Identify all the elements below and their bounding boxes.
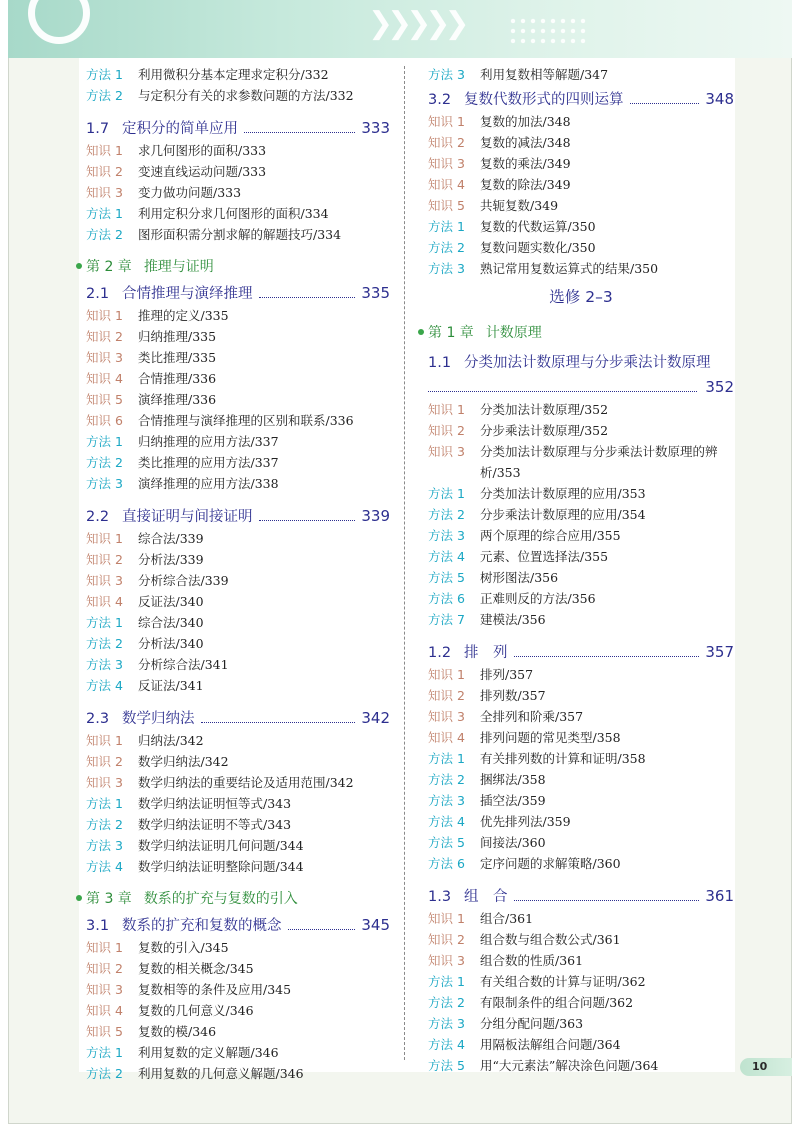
knowledge-tag: 知识 1 bbox=[86, 143, 123, 158]
dot-leader bbox=[428, 377, 697, 392]
section-heading-line bbox=[428, 351, 734, 375]
chapter-number: 第 3 章 bbox=[86, 891, 132, 907]
entry-text: 分步乘法计数原理的应用/354 bbox=[480, 507, 646, 522]
method-tag: 方法 1 bbox=[428, 974, 465, 989]
entry-text: 分类加法计数原理的应用/353 bbox=[480, 486, 646, 501]
bullet-icon bbox=[76, 263, 82, 269]
knowledge-tag: 知识 1 bbox=[86, 531, 123, 546]
entry-text: 分组分配问题/363 bbox=[480, 1016, 584, 1031]
entry-text: 组合数与组合数公式/361 bbox=[480, 932, 621, 947]
page-number-badge: 10 bbox=[740, 1058, 792, 1076]
entry-text: 数学归纳法证明不等式/343 bbox=[138, 817, 292, 832]
section-title: 复数代数形式的四则运算 bbox=[464, 92, 624, 108]
toc-entry[interactable] bbox=[428, 1034, 734, 1055]
toc-entry[interactable] bbox=[86, 347, 390, 368]
method-tag: 方法 4 bbox=[428, 549, 465, 564]
entry-text: 分析综合法/341 bbox=[138, 657, 229, 672]
toc-entry[interactable] bbox=[428, 483, 734, 504]
entry-text: 有关组合数的计算与证明/362 bbox=[480, 974, 646, 989]
knowledge-tag: 知识 4 bbox=[86, 1003, 123, 1018]
column-divider bbox=[404, 66, 405, 1060]
toc-entry[interactable] bbox=[86, 528, 390, 549]
entry-text: 组合数的性质/361 bbox=[480, 953, 584, 968]
method-tag: 方法 3 bbox=[428, 793, 465, 808]
toc-entry[interactable] bbox=[86, 1000, 390, 1021]
entry-text: 归纳推理/335 bbox=[138, 329, 217, 344]
section-title: 数学归纳法 bbox=[122, 711, 195, 727]
toc-entry[interactable] bbox=[86, 326, 390, 347]
method-tag: 方法 1 bbox=[86, 796, 123, 811]
dots-decoration bbox=[508, 16, 588, 46]
knowledge-tag: 知识 4 bbox=[428, 177, 465, 192]
entry-text: 排列问题的常见类型/358 bbox=[480, 730, 621, 745]
knowledge-tag: 知识 5 bbox=[86, 392, 123, 407]
section-title: 分类加法计数原理与分步乘法计数原理 bbox=[464, 355, 711, 371]
entry-text: 复数相等的条件及应用/345 bbox=[138, 982, 292, 997]
section-number: 3.1 bbox=[86, 918, 110, 934]
entry-text: 数学归纳法证明恒等式/343 bbox=[138, 796, 292, 811]
knowledge-tag: 知识 1 bbox=[428, 667, 465, 682]
entry-text: 复数的代数运算/350 bbox=[480, 219, 596, 234]
method-tag: 方法 5 bbox=[428, 835, 465, 850]
knowledge-tag: 知识 3 bbox=[86, 573, 123, 588]
toc-entry[interactable] bbox=[86, 633, 390, 654]
ring-decoration bbox=[28, 0, 90, 44]
section-page: 352 bbox=[705, 378, 734, 396]
method-tag: 方法 3 bbox=[428, 67, 465, 82]
entry-text: 图形面积需分割求解的解题技巧/334 bbox=[138, 227, 342, 242]
toc-entry[interactable] bbox=[428, 832, 734, 853]
entry-text: 间接法/360 bbox=[480, 835, 546, 850]
method-tag: 方法 3 bbox=[428, 1016, 465, 1031]
toc-entry[interactable] bbox=[428, 706, 734, 727]
entry-text: 利用定积分求几何图形的面积/334 bbox=[138, 206, 329, 221]
knowledge-tag: 知识 3 bbox=[86, 775, 123, 790]
entry-text: 变速直线运动问题/333 bbox=[138, 164, 267, 179]
knowledge-tag: 知识 1 bbox=[86, 940, 123, 955]
toc-entry[interactable] bbox=[428, 908, 734, 929]
toc-entry[interactable] bbox=[86, 772, 390, 793]
entry-text: 利用微积分基本定理求定积分/332 bbox=[138, 67, 329, 82]
entry-text: 合情推理与演绎推理的区别和联系/336 bbox=[138, 413, 354, 428]
chapter-title: 数系的扩充与复数的引入 bbox=[143, 891, 298, 907]
section-page: 345 bbox=[361, 916, 390, 934]
method-tag: 方法 6 bbox=[428, 856, 465, 871]
section-page: 361 bbox=[705, 887, 734, 905]
section-heading[interactable] bbox=[86, 116, 390, 140]
section-number: 2.3 bbox=[86, 711, 110, 727]
dot-leader bbox=[514, 642, 700, 657]
bullet-icon bbox=[418, 329, 424, 335]
knowledge-tag: 知识 5 bbox=[86, 1024, 123, 1039]
section-number: 2.1 bbox=[86, 286, 110, 302]
toc-entry[interactable] bbox=[86, 979, 390, 1000]
section-heading[interactable] bbox=[428, 87, 734, 111]
toc-entry[interactable] bbox=[86, 473, 390, 494]
entry-text: 定序问题的求解策略/360 bbox=[480, 856, 621, 871]
method-tag: 方法 3 bbox=[86, 657, 123, 672]
entry-text: 共轭复数/349 bbox=[480, 198, 559, 213]
section-title: 排 列 bbox=[464, 645, 508, 661]
toc-entry[interactable] bbox=[428, 420, 734, 441]
entry-text: 推理的定义/335 bbox=[138, 308, 229, 323]
volume-heading: 选修 2–3 bbox=[549, 288, 613, 306]
entry-text: 反证法/341 bbox=[138, 678, 204, 693]
toc-entry[interactable] bbox=[428, 609, 734, 630]
toc-entry[interactable] bbox=[428, 174, 734, 195]
knowledge-tag: 知识 3 bbox=[428, 156, 465, 171]
toc-entry[interactable] bbox=[86, 549, 390, 570]
entry-text: 用“大元素法”解决涂色问题/364 bbox=[480, 1058, 659, 1073]
toc-entry[interactable] bbox=[86, 570, 390, 591]
method-tag: 方法 2 bbox=[428, 995, 465, 1010]
method-tag: 方法 2 bbox=[428, 240, 465, 255]
entry-text: 数学归纳法的重要结论及适用范围/342 bbox=[138, 775, 354, 790]
knowledge-tag: 知识 1 bbox=[428, 114, 465, 129]
chapter-heading[interactable] bbox=[86, 253, 390, 279]
knowledge-tag: 知识 3 bbox=[86, 185, 123, 200]
toc-entry[interactable] bbox=[428, 1055, 734, 1076]
entry-text: 与定积分有关的求参数问题的方法/332 bbox=[138, 88, 354, 103]
entry-text: 数学归纳法证明整除问题/344 bbox=[138, 859, 304, 874]
entry-text: 求几何图形的面积/333 bbox=[138, 143, 267, 158]
entry-text: 分类加法计数原理/352 bbox=[480, 402, 609, 417]
knowledge-tag: 知识 1 bbox=[86, 733, 123, 748]
section-title: 定积分的简单应用 bbox=[122, 121, 238, 137]
method-tag: 方法 1 bbox=[86, 206, 123, 221]
toc-entry[interactable] bbox=[86, 305, 390, 326]
entry-text: 分类加法计数原理与分步乘法计数原理的辨析/353 bbox=[480, 444, 718, 480]
toc-entry[interactable] bbox=[428, 132, 734, 153]
method-tag: 方法 2 bbox=[428, 772, 465, 787]
chapter-number: 第 1 章 bbox=[428, 325, 474, 341]
entry-text: 树形图法/356 bbox=[480, 570, 559, 585]
method-tag: 方法 1 bbox=[86, 434, 123, 449]
method-tag: 方法 2 bbox=[86, 636, 123, 651]
section-number: 1.7 bbox=[86, 121, 110, 137]
entry-text: 有限制条件的组合问题/362 bbox=[480, 995, 634, 1010]
toc-entry[interactable] bbox=[428, 929, 734, 950]
section-number: 3.2 bbox=[428, 92, 452, 108]
toc-entry[interactable] bbox=[86, 368, 390, 389]
toc-entry[interactable] bbox=[428, 992, 734, 1013]
entry-text: 利用复数的定义解题/346 bbox=[138, 1045, 279, 1060]
toc-entry[interactable] bbox=[86, 452, 390, 473]
entry-text: 综合法/339 bbox=[138, 531, 204, 546]
knowledge-tag: 知识 4 bbox=[428, 730, 465, 745]
toc-entry[interactable] bbox=[86, 835, 390, 856]
entry-text: 综合法/340 bbox=[138, 615, 204, 630]
toc-entry[interactable] bbox=[86, 182, 390, 203]
dot-leader bbox=[259, 283, 356, 298]
section-number: 2.2 bbox=[86, 509, 110, 525]
dot-leader bbox=[514, 886, 700, 901]
entry-text: 演绎推理/336 bbox=[138, 392, 217, 407]
entry-text: 复数的乘法/349 bbox=[480, 156, 571, 171]
entry-text: 变力做功问题/333 bbox=[138, 185, 242, 200]
chapter-heading[interactable] bbox=[86, 885, 390, 911]
toc-entry[interactable] bbox=[86, 814, 390, 835]
toc-entry[interactable] bbox=[428, 588, 734, 609]
entry-text: 优先排列法/359 bbox=[480, 814, 571, 829]
knowledge-tag: 知识 3 bbox=[86, 350, 123, 365]
section-page: 339 bbox=[361, 507, 390, 525]
toc-entry[interactable] bbox=[428, 258, 734, 279]
section-heading[interactable] bbox=[86, 504, 390, 528]
section-page: 348 bbox=[705, 90, 734, 108]
toc-entry[interactable] bbox=[86, 140, 390, 161]
toc-entry[interactable] bbox=[86, 793, 390, 814]
entry-text: 数学归纳法证明几何问题/344 bbox=[138, 838, 304, 853]
method-tag: 方法 2 bbox=[86, 1066, 123, 1081]
knowledge-tag: 知识 3 bbox=[428, 709, 465, 724]
toc-entry[interactable] bbox=[86, 161, 390, 182]
entry-text: 合情推理/336 bbox=[138, 371, 217, 386]
section-number: 1.2 bbox=[428, 645, 452, 661]
section-page: 357 bbox=[705, 643, 734, 661]
knowledge-tag: 知识 1 bbox=[428, 911, 465, 926]
entry-text: 用隔板法解组合问题/364 bbox=[480, 1037, 621, 1052]
toc-entry[interactable] bbox=[428, 237, 734, 258]
knowledge-tag: 知识 5 bbox=[428, 198, 465, 213]
method-tag: 方法 4 bbox=[428, 1037, 465, 1052]
section-title: 数系的扩充和复数的概念 bbox=[122, 918, 282, 934]
knowledge-tag: 知识 4 bbox=[86, 371, 123, 386]
method-tag: 方法 5 bbox=[428, 570, 465, 585]
toc-entry[interactable] bbox=[428, 748, 734, 769]
entry-text: 元素、位置选择法/355 bbox=[480, 549, 609, 564]
toc-entry[interactable] bbox=[86, 958, 390, 979]
method-tag: 方法 3 bbox=[86, 838, 123, 853]
toc-entry[interactable] bbox=[428, 546, 734, 567]
entry-text: 捆绑法/358 bbox=[480, 772, 546, 787]
section-number: 1.3 bbox=[428, 889, 452, 905]
toc-entry[interactable] bbox=[86, 389, 390, 410]
method-tag: 方法 3 bbox=[86, 476, 123, 491]
method-tag: 方法 6 bbox=[428, 591, 465, 606]
toc-right-column bbox=[428, 64, 734, 1076]
section-heading[interactable] bbox=[428, 884, 734, 908]
toc-entry[interactable] bbox=[428, 399, 734, 420]
knowledge-tag: 知识 6 bbox=[86, 413, 123, 428]
toc-entry[interactable] bbox=[428, 64, 734, 85]
entry-text: 全排列和阶乘/357 bbox=[480, 709, 584, 724]
toc-entry[interactable] bbox=[428, 811, 734, 832]
chevron-decoration: ❯❯❯❯❯ bbox=[368, 6, 464, 41]
toc-entry[interactable] bbox=[428, 664, 734, 685]
entry-text: 两个原理的综合应用/355 bbox=[480, 528, 621, 543]
entry-text: 分析法/339 bbox=[138, 552, 204, 567]
method-tag: 方法 4 bbox=[428, 814, 465, 829]
dot-leader bbox=[259, 506, 356, 521]
method-tag: 方法 2 bbox=[86, 88, 123, 103]
knowledge-tag: 知识 1 bbox=[86, 308, 123, 323]
entry-text: 数学归纳法/342 bbox=[138, 754, 229, 769]
knowledge-tag: 知识 2 bbox=[428, 135, 465, 150]
method-tag: 方法 3 bbox=[428, 261, 465, 276]
knowledge-tag: 知识 3 bbox=[86, 982, 123, 997]
entry-text: 利用复数的几何意义解题/346 bbox=[138, 1066, 304, 1081]
method-tag: 方法 2 bbox=[86, 227, 123, 242]
entry-text: 分步乘法计数原理/352 bbox=[480, 423, 609, 438]
toc-entry[interactable] bbox=[428, 567, 734, 588]
toc-entry[interactable] bbox=[86, 85, 390, 106]
knowledge-tag: 知识 2 bbox=[86, 961, 123, 976]
toc-entry[interactable] bbox=[86, 730, 390, 751]
entry-text: 类比推理的应用方法/337 bbox=[138, 455, 279, 470]
entry-text: 复数的几何意义/346 bbox=[138, 1003, 254, 1018]
section-page: 333 bbox=[361, 119, 390, 137]
section-title: 合情推理与演绎推理 bbox=[122, 286, 253, 302]
toc-entry[interactable] bbox=[428, 195, 734, 216]
knowledge-tag: 知识 4 bbox=[86, 594, 123, 609]
knowledge-tag: 知识 2 bbox=[428, 423, 465, 438]
dot-leader bbox=[630, 89, 700, 104]
entry-text: 演绎推理的应用方法/338 bbox=[138, 476, 279, 491]
toc-entry[interactable] bbox=[86, 203, 390, 224]
entry-text: 复数的相关概念/345 bbox=[138, 961, 254, 976]
entry-text: 建模法/356 bbox=[480, 612, 546, 627]
toc-entry[interactable] bbox=[86, 431, 390, 452]
method-tag: 方法 5 bbox=[428, 1058, 465, 1073]
section-page: 342 bbox=[361, 709, 390, 727]
toc-entry[interactable] bbox=[428, 525, 734, 546]
section-heading-leader-line bbox=[428, 375, 734, 399]
method-tag: 方法 1 bbox=[86, 67, 123, 82]
dot-leader bbox=[288, 915, 356, 930]
method-tag: 方法 1 bbox=[86, 1045, 123, 1060]
entry-text: 复数的加法/348 bbox=[480, 114, 571, 129]
dot-leader bbox=[201, 708, 356, 723]
bullet-icon bbox=[76, 895, 82, 901]
toc-entry[interactable] bbox=[428, 790, 734, 811]
dot-leader bbox=[244, 118, 355, 133]
entry-text: 复数的模/346 bbox=[138, 1024, 217, 1039]
toc-entry[interactable] bbox=[428, 685, 734, 706]
method-tag: 方法 4 bbox=[86, 859, 123, 874]
chapter-title: 推理与证明 bbox=[143, 259, 214, 275]
toc-entry[interactable] bbox=[86, 612, 390, 633]
entry-text: 归纳法/342 bbox=[138, 733, 204, 748]
knowledge-tag: 知识 2 bbox=[86, 329, 123, 344]
entry-text: 类比推理/335 bbox=[138, 350, 217, 365]
method-tag: 方法 1 bbox=[428, 219, 465, 234]
section-title: 直接证明与间接证明 bbox=[122, 509, 253, 525]
entry-text: 排列数/357 bbox=[480, 688, 546, 703]
entry-text: 有关排列数的计算和证明/358 bbox=[480, 751, 646, 766]
header-decoration-band bbox=[8, 0, 792, 58]
method-tag: 方法 7 bbox=[428, 612, 465, 627]
entry-text: 利用复数相等解题/347 bbox=[480, 67, 609, 82]
toc-entry[interactable] bbox=[428, 971, 734, 992]
method-tag: 方法 2 bbox=[428, 507, 465, 522]
section-heading[interactable] bbox=[86, 913, 390, 937]
toc-entry[interactable] bbox=[86, 675, 390, 696]
knowledge-tag: 知识 2 bbox=[86, 164, 123, 179]
knowledge-tag: 知识 2 bbox=[86, 552, 123, 567]
entry-text: 反证法/340 bbox=[138, 594, 204, 609]
entry-text: 组合/361 bbox=[480, 911, 534, 926]
section-heading[interactable] bbox=[428, 351, 734, 399]
toc-entry[interactable] bbox=[428, 950, 734, 971]
toc-entry[interactable] bbox=[86, 751, 390, 772]
method-tag: 方法 1 bbox=[428, 751, 465, 766]
toc-entry[interactable] bbox=[86, 591, 390, 612]
knowledge-tag: 知识 3 bbox=[428, 953, 465, 968]
toc-entry[interactable] bbox=[86, 856, 390, 877]
toc-entry[interactable] bbox=[428, 727, 734, 748]
method-tag: 方法 1 bbox=[428, 486, 465, 501]
chapter-number: 第 2 章 bbox=[86, 259, 132, 275]
toc-entry[interactable] bbox=[428, 504, 734, 525]
entry-text: 熟记常用复数运算式的结果/350 bbox=[480, 261, 659, 276]
toc-entry[interactable] bbox=[428, 769, 734, 790]
toc-entry[interactable] bbox=[428, 853, 734, 874]
toc-entry[interactable] bbox=[428, 216, 734, 237]
toc-left-column bbox=[86, 64, 390, 1084]
toc-entry[interactable] bbox=[86, 1042, 390, 1063]
entry-text: 复数问题实数化/350 bbox=[480, 240, 596, 255]
section-number: 1.1 bbox=[428, 355, 452, 371]
entry-text: 正难则反的方法/356 bbox=[480, 591, 596, 606]
method-tag: 方法 2 bbox=[86, 455, 123, 470]
entry-text: 复数的减法/348 bbox=[480, 135, 571, 150]
knowledge-tag: 知识 3 bbox=[428, 444, 465, 459]
method-tag: 方法 1 bbox=[86, 615, 123, 630]
toc-entry[interactable] bbox=[86, 1021, 390, 1042]
entry-text: 分析综合法/339 bbox=[138, 573, 229, 588]
chapter-heading[interactable] bbox=[428, 319, 734, 345]
section-heading[interactable] bbox=[428, 640, 734, 664]
toc-entry[interactable] bbox=[86, 64, 390, 85]
method-tag: 方法 4 bbox=[86, 678, 123, 693]
chapter-title: 计数原理 bbox=[485, 325, 542, 341]
entry-text: 排列/357 bbox=[480, 667, 534, 682]
toc-entry[interactable] bbox=[86, 654, 390, 675]
knowledge-tag: 知识 2 bbox=[86, 754, 123, 769]
toc-entry[interactable] bbox=[86, 224, 390, 245]
toc-entry[interactable] bbox=[86, 937, 390, 958]
method-tag: 方法 3 bbox=[428, 528, 465, 543]
section-title: 组 合 bbox=[464, 889, 508, 905]
toc-entry[interactable] bbox=[86, 1063, 390, 1084]
entry-text: 分析法/340 bbox=[138, 636, 204, 651]
toc-entry[interactable] bbox=[428, 153, 734, 174]
toc-entry[interactable] bbox=[428, 111, 734, 132]
entry-text: 归纳推理的应用方法/337 bbox=[138, 434, 279, 449]
toc-entry[interactable] bbox=[428, 441, 734, 483]
toc-entry[interactable] bbox=[86, 410, 390, 431]
entry-text: 复数的除法/349 bbox=[480, 177, 571, 192]
knowledge-tag: 知识 1 bbox=[428, 402, 465, 417]
section-page: 335 bbox=[361, 284, 390, 302]
method-tag: 方法 2 bbox=[86, 817, 123, 832]
entry-text: 复数的引入/345 bbox=[138, 940, 229, 955]
entry-text: 插空法/359 bbox=[480, 793, 546, 808]
knowledge-tag: 知识 2 bbox=[428, 688, 465, 703]
section-heading[interactable] bbox=[86, 281, 390, 305]
section-heading[interactable] bbox=[86, 706, 390, 730]
knowledge-tag: 知识 2 bbox=[428, 932, 465, 947]
toc-entry[interactable] bbox=[428, 1013, 734, 1034]
